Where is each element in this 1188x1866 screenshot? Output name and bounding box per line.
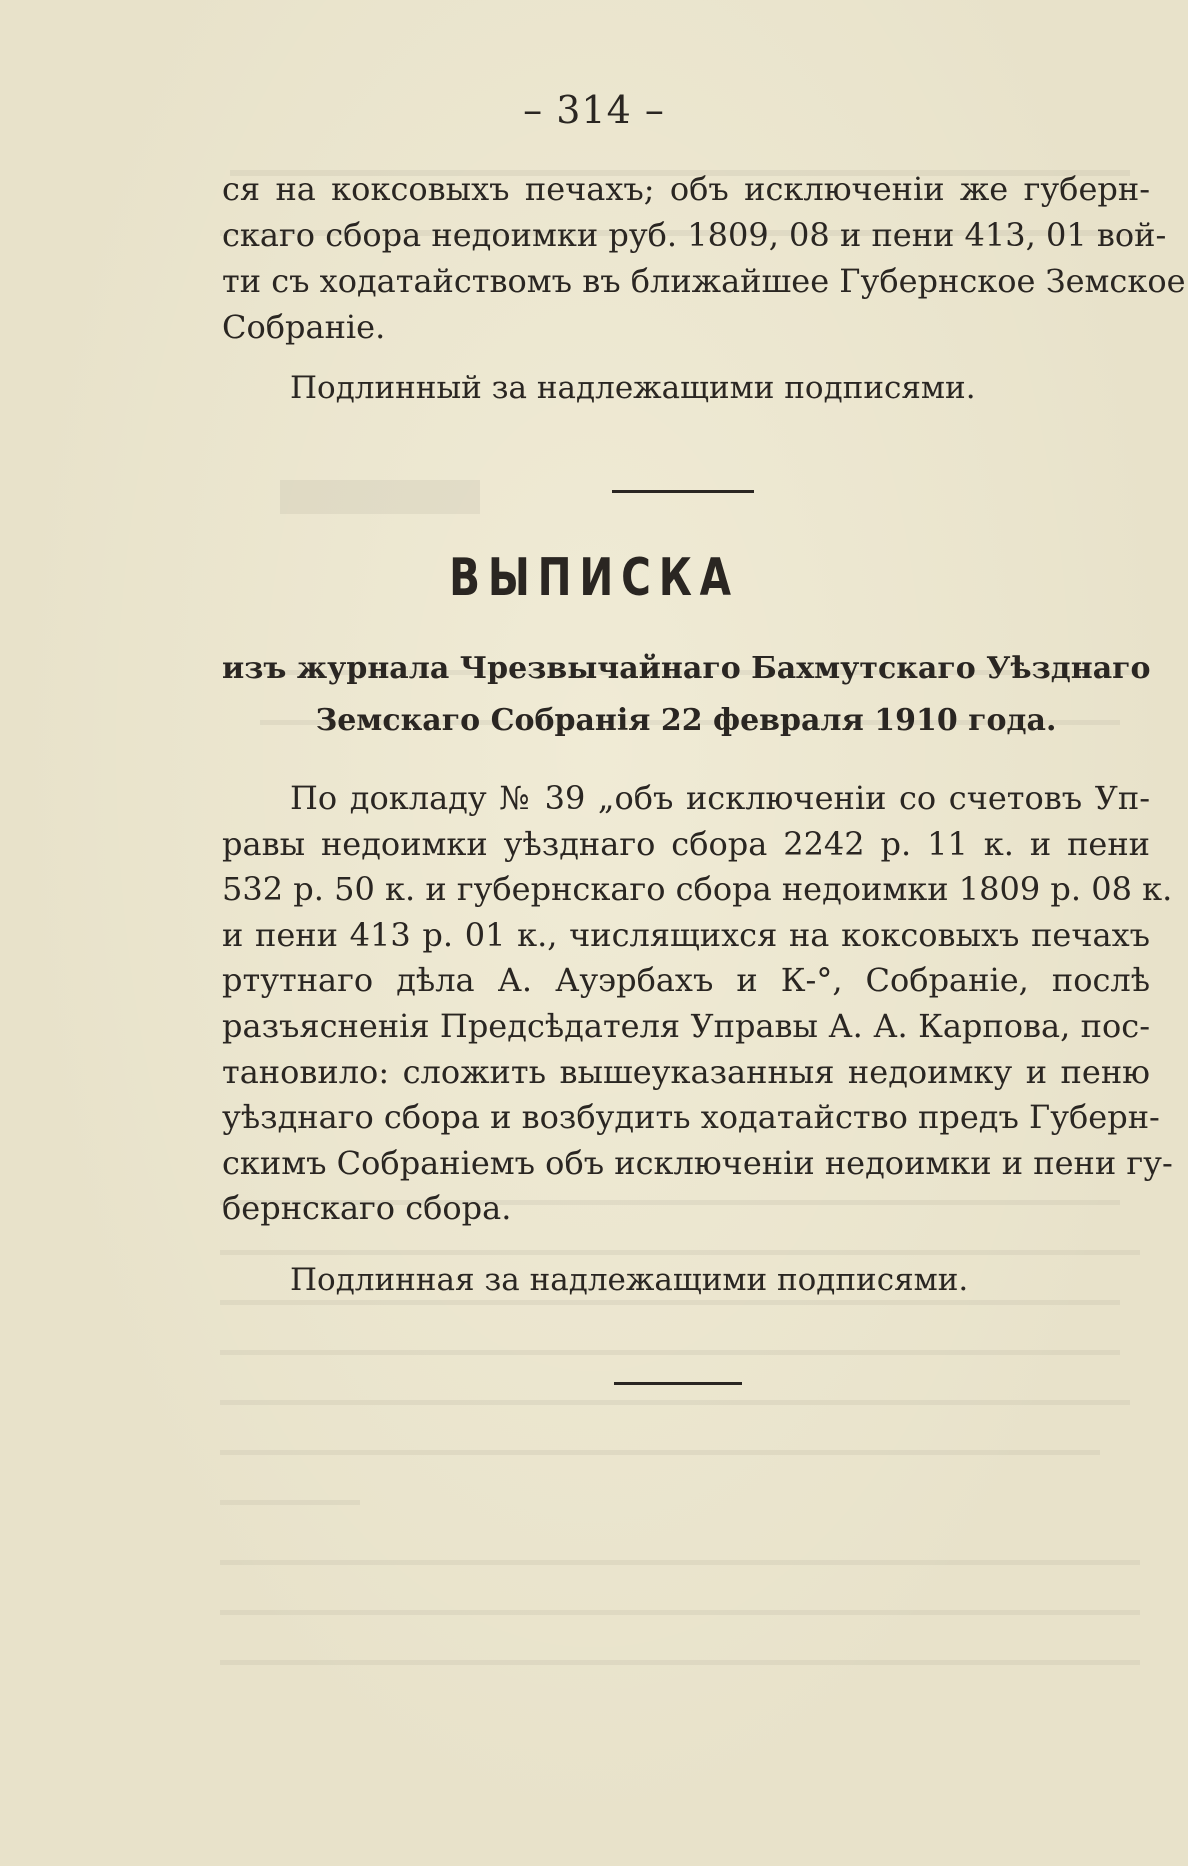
- subtitle-line: Земскаго Собранiя 22 февраля 1910 года.: [315, 703, 1057, 738]
- section-subtitle: [222, 643, 1150, 747]
- paragraph-line: и пени 413 р. 01 к., числящихся на коксовыхъ печахъ: [222, 915, 1150, 954]
- section-title: ВЫПИСКА: [449, 548, 739, 608]
- section-divider-top: [612, 490, 754, 493]
- resolution-paragraph: [222, 776, 1173, 1232]
- paragraph-line: скимъ Собранiемъ объ исключенiи недоимки и пени гу-: [222, 1143, 1173, 1182]
- paragraph-line: бернскаго сбора.: [222, 1189, 512, 1228]
- signature-note-top: Подлинный за надлежащими подписями.: [290, 370, 976, 406]
- subtitle-line: изъ журнала Чрезвычайнаго Бахмутскаго Уѣзднаго: [222, 651, 1151, 686]
- paragraph-line: уѣзднаго сбора и возбудить ходатайство предъ Губерн-: [222, 1098, 1160, 1137]
- signature-note-bottom: Подлинная за надлежащими подписями.: [290, 1262, 969, 1298]
- paragraph-line: тановило: сложить вышеуказанныя недоимку и пеню: [222, 1052, 1150, 1091]
- paragraph-line: равы недоимки уѣзднаго сбора 2242 р. 11 к. и пени: [222, 824, 1150, 863]
- continued-paragraph: [222, 166, 1186, 350]
- paragraph-line: По докладу № 39 „объ исключенiи со счетовъ Уп-: [290, 779, 1150, 817]
- paragraph-line: Собранiе.: [222, 308, 386, 346]
- paragraph-line: ти съ ходатайствомъ въ ближайшее Губернское Земское: [222, 262, 1186, 300]
- paragraph-line: скаго сбора недоимки руб. 1809, 08 и пени 413, 01 вой-: [222, 216, 1167, 254]
- paragraph-line: ртутнаго дѣла А. Ауэрбахъ и К-°, Собранiе, послѣ: [222, 961, 1150, 1000]
- paragraph-line: разъясненiя Предсѣдателя Управы А. А. Карпова, пос-: [222, 1006, 1150, 1045]
- paragraph-line: ся на коксовыхъ печахъ; объ исключенiи же губерн-: [222, 170, 1150, 208]
- page-number: – 314 –: [523, 88, 665, 132]
- section-divider-bottom: [614, 1382, 742, 1385]
- paragraph-line: 532 р. 50 к. и губернскаго сбора недоимки 1809 р. 08 к.: [222, 870, 1173, 909]
